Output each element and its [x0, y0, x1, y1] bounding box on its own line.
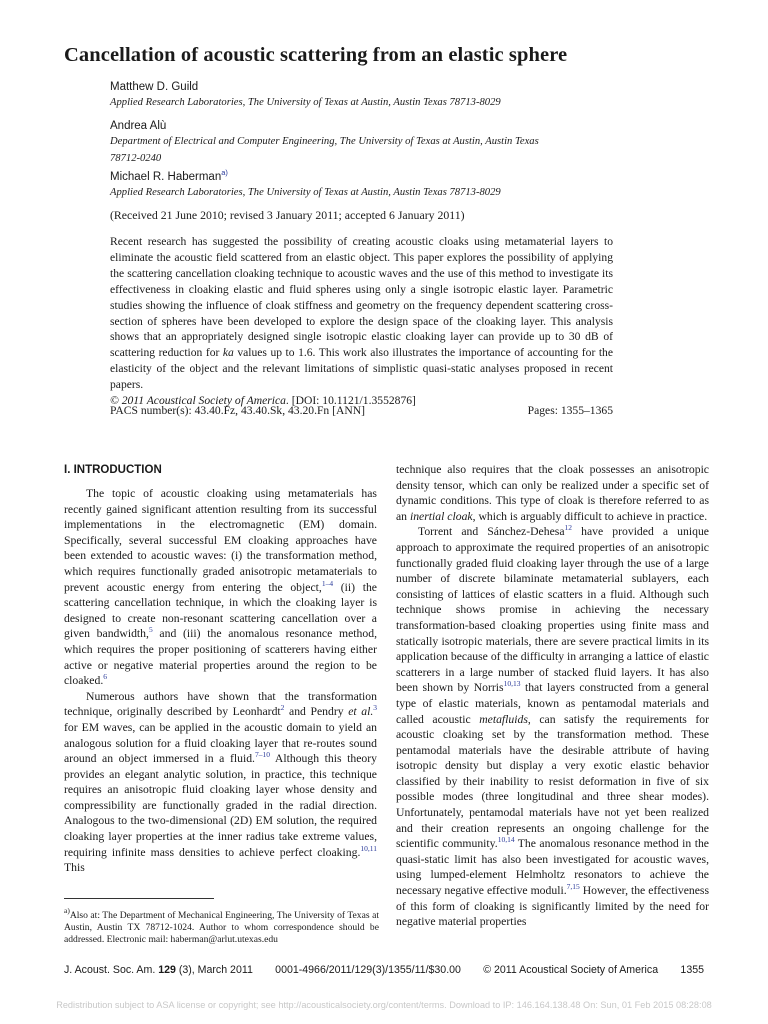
affiliation-line: Department of Electrical and Computer Engineering, The University of Texas at Austin, Austin Texas	[110, 136, 539, 147]
footnote-mark: a)	[64, 906, 70, 915]
pacs-numbers: PACS number(s): 43.40.Fz, 43.40.Sk, 43.20.Fn [ANN]	[110, 404, 365, 417]
reference-link[interactable]: 12	[564, 523, 573, 533]
author-affiliation: Applied Research Laboratories, The University of Texas at Austin, Austin Texas 78713-8029	[110, 187, 501, 198]
received-dates: (Received 21 June 2010; revised 3 January 2011; accepted 6 January 2011)	[110, 208, 465, 222]
abstract-ka: ka	[222, 346, 234, 360]
body-text: , which is arguably difficult to achieve in practice.	[472, 509, 708, 523]
abstract-copyright: © 2011 Acoustical Society of America	[110, 394, 286, 408]
journal-issue: (3), March 2011	[175, 964, 253, 976]
reference-link[interactable]: 10,13	[503, 679, 521, 689]
body-text: and Pendry	[284, 705, 349, 719]
author-name	[110, 168, 228, 183]
reference-link[interactable]: 3	[373, 703, 377, 713]
author-name-text: Michael R. Haberman	[110, 171, 222, 183]
author-name: Matthew D. Guild	[110, 81, 199, 93]
body-text: The topic of acoustic cloaking using metamaterials has recently gained significant attention resulting from its successful implementations in the electromagnetic (EM) domain. Specifically, several successful EM cloaking approaches have been extended to acoustic waves: (i) the transformation method, which requires functionally graded anisotropic metamaterials to prevent acoustic energy from entering the object,	[64, 487, 377, 594]
author-name: Andrea Alù	[110, 120, 167, 132]
footnote-text: Also at: The Department of Mechanical Engineering, The University of Texas at Austin, Austin TX 78712-1024. Author to whom correspondence should be addressed. Electronic mail: haberman@arlut.utexas.edu	[64, 910, 379, 945]
redistribution-watermark: Redistribution subject to ASA license or copyright; see http://acousticalsociety.org/content/terms. Download to IP: 146.164.138.48 On: Sun, 01 Feb 2015 08:28:08	[56, 1000, 712, 1010]
body-text: However, the effectiveness of this form of cloaking is significantly limited by the need for negative material properties	[396, 884, 710, 929]
abstract-text-end: values up to 1.6. This work also illustrates the importance of accounting for the elasticity of the object and the relevant limitations of simplistic quasi-static analyses proposed in recent papers.	[110, 346, 613, 392]
body-text: that layers constructed from a general type of elastic materials, known as pentamodal materials and called acoustic	[396, 681, 709, 726]
body-text: This	[64, 861, 85, 875]
body-text: Although this theory provides an elegant analytic solution, in practice, this technique requires an anisotropic fluid cloaking layer whose density and compressibility are functionally graded in the radial direction. Analogous to the two-dimensional (2D) EM solution, the required cloaking layer properties at the inner radius take extreme values, requiring infinite mass densities to achieve perfect cloaking.	[64, 752, 377, 859]
author-footnote-mark[interactable]: a)	[221, 168, 228, 177]
body-text-italic: inertial cloak	[409, 509, 473, 523]
footer-copyright: © 2011 Acoustical Society of America	[483, 964, 659, 976]
reference-link[interactable]: 10,14	[497, 835, 515, 845]
body-text-italic: metafluids	[479, 712, 528, 726]
journal-volume: 129	[158, 964, 176, 976]
body-text-italic: et al.	[348, 705, 374, 719]
abstract-text: Recent research has suggested the possibility of creating acoustic cloaks using metamaterial layers to eliminate the acoustic field scattered from an elastic object. This paper explores the possibility of applying the scattering cancellation cloaking technique to acoustic waves and the use of this method to investigate its effectiveness in cloaking elastic and fluid spheres using only a single isotropic elastic layer. Parametric studies showing the influence of cloak stiffness and geometry on the frequency dependent scattering cross-section of spheres have been developed to explore the design space of the cloaking layer. This analysis shows that an appropriately designed single isotropic elastic cloaking layer can provide up to 30 dB of scattering reduction for	[110, 235, 613, 360]
page-range: Pages: 1355–1365	[527, 404, 613, 417]
article-code: 0001-4966/2011/129(3)/1355/11/$30.00	[275, 964, 461, 976]
reference-link[interactable]: 5	[148, 625, 153, 635]
body-text: and (iii) the anomalous resonance method, which requires the proper positioning of scatterers having either active or negative material properties around the region to be cloaked.	[64, 627, 378, 688]
footnote-divider	[64, 898, 214, 899]
section-heading: I. INTRODUCTION	[64, 464, 162, 476]
body-text: for EM waves, can be applied in the acoustic domain to yield an analogous solution for a fluid cloaking layer that re-routes sound around an object immersed in a fluid.	[64, 720, 377, 766]
body-text: Numerous authors have shown that the transformation technique, originally described by Leonhardt	[64, 689, 377, 719]
body-text: (ii) the scattering cancellation technique, in which the cloaking layer is designed to create non-resonant scattering cancellation over a given bandwidth,	[64, 580, 377, 641]
pacs-row	[110, 404, 613, 417]
body-text: The anomalous resonance method in the quasi-static limit has also been investigated for acoustic waves, using lumped-element Helmholtz resonators to achieve the necessary negative effective moduli.	[396, 837, 709, 898]
right-column	[396, 462, 709, 930]
author-affiliation: Applied Research Laboratories, The University of Texas at Austin, Austin Texas 78713-8029	[110, 97, 501, 108]
reference-link[interactable]: 7–10	[254, 750, 270, 760]
journal-citation	[64, 964, 253, 976]
abstract	[110, 234, 613, 409]
reference-link[interactable]: 6	[103, 672, 108, 682]
reference-link[interactable]: 2	[280, 703, 285, 713]
page-number: 1355	[680, 964, 704, 976]
reference-link[interactable]: 10,11	[360, 843, 377, 853]
body-text: have provided a unique approach to approximate the required properties of an anisotropic functionally graded fluid cloaking layer through the use of a large number of discrete bilaminate metamaterial sublayers, each consisting of lattices of elastic scatters in a fluid. Although such technique shows promise in achieving the necessary transformation-based cloaking properties using finite mass and statically isotropic materials, there are severe practical limits in its application because of the difficulty in arranging a lattice of elastic scatterers in a large number of stacked fluid layers. It has also been shown by Norris	[396, 525, 709, 695]
footnote	[64, 906, 379, 946]
affiliation-line: 78712-0240	[110, 153, 162, 164]
paper-title: Cancellation of acoustic scattering from an elastic sphere	[64, 44, 568, 66]
author-affiliation	[110, 133, 610, 167]
journal-name: J. Acoust. Soc. Am.	[64, 964, 159, 976]
left-column	[64, 486, 377, 876]
body-text: Torrent and Sánchez-Dehesa	[418, 525, 565, 539]
abstract-doi[interactable]: . [DOI: 10.1121/1.3552876]	[285, 394, 416, 408]
body-text: , can satisfy the requirements for acoustic cloaking set by the transformation method. These pentamodal materials have the desirable attribute of having isotropic density but display a very exotic elastic behavior classified by their inability to resist deformation in five of six possible modes (three longitudinal and three shear modes). Unfortunately, pentamodal materials have not yet been realized and their creation represents an ongoing challenge for the scientific community.	[396, 712, 709, 851]
body-text: technique also requires that the cloak possesses an anisotropic density tensor, which can only be realized under a specific set of dynamic conditions. This type of cloak is therefore referred to as an	[396, 463, 709, 523]
reference-link[interactable]: 1–4	[321, 578, 334, 588]
page-footer	[64, 964, 704, 976]
reference-link[interactable]: 7,15	[566, 882, 580, 892]
